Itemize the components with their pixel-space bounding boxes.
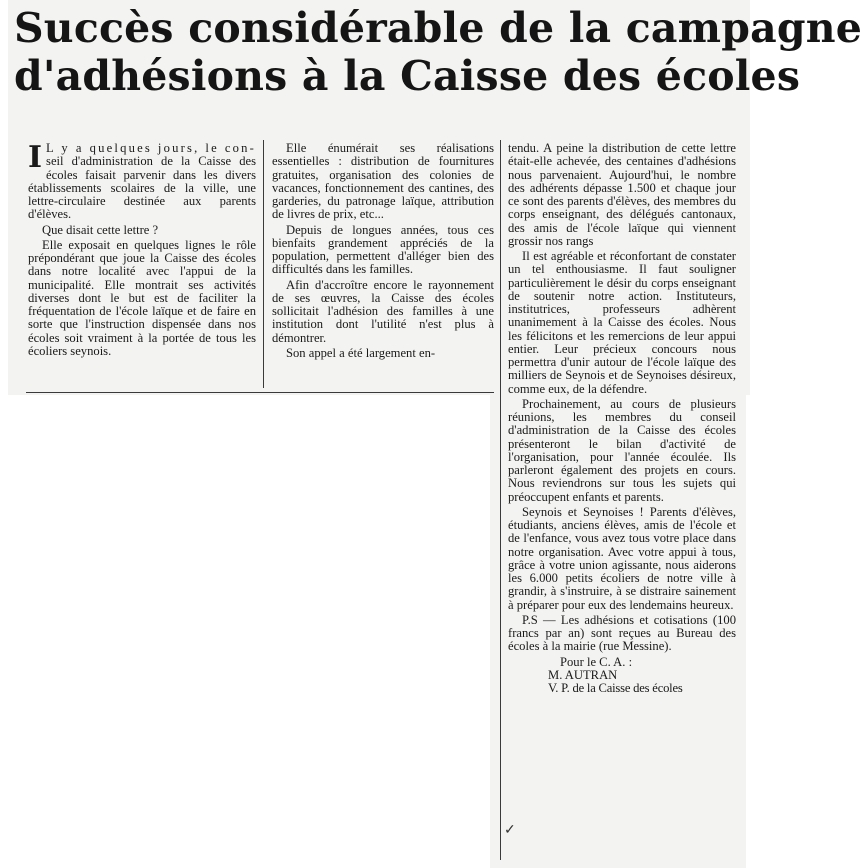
paragraph: Que disait cette lettre ? xyxy=(42,222,159,237)
paragraph: Son appel a été largement en- xyxy=(286,345,436,360)
article-column-1 xyxy=(28,142,256,358)
headline xyxy=(14,4,862,100)
paragraph: Elle exposait en quelques lignes le rôle prépondérant que joue la Caisse des écoles dans notre localité avec l'appui de la municipalité. Elle montrait ses activités diverses dont le but est de faciliter la fréquentation de l'école laïque et de faire en sorte que l'instruction dispensée dans nos écoles soit vraiment à la portée de tous les écoliers seynois. xyxy=(28,237,256,358)
article-bottom-rule xyxy=(26,392,494,393)
headline-line-1: Succès considérable de la campagne xyxy=(14,4,862,52)
paragraph-text: seil d'administration de la Caisse des écoles faisait parvenir dans les divers établissements scolaires de la ville, une lettre-circulaire destinée aux parents d'élèves. xyxy=(28,154,256,222)
signature-title: V. P. de la Caisse des écoles xyxy=(548,681,683,695)
signature-for: Pour le C. A. : xyxy=(560,654,633,669)
paragraph-lead: L y a quelques jours, le con- xyxy=(46,141,256,155)
paragraph: Prochainement, au cours de plusieurs réunions, les membres du conseil d'administration de la Caisse des écoles présenteront le bilan d'activité de l'organisation, pour l'année écoulée. Ils parleront également des projets en cours. Nous reviendrons sur tous les sujets qui préoccupent enfants et parents. xyxy=(508,396,736,504)
paragraph xyxy=(28,142,256,222)
paragraph: Seynois et Seynoises ! Parents d'élèves, étudiants, anciens élèves, amis de l'école et de l'enfance, vous avez tous votre place dans notre organisation. Avec votre appui à tous, grâce à votre union agissante, nous aiderons les 6.000 petits écoliers de notre ville à grandir, à s'instruire, à se distraire sainement à préparer pour eux des lendemains heureux. xyxy=(508,504,736,612)
signature-name: M. AUTRAN xyxy=(548,667,618,682)
article-column-2 xyxy=(272,142,494,360)
paragraph: Elle énumérait ses réalisations essentielles : distribution de fournitures gratuites, organisation des colonies de vacances, fonctionnement des cantines, des garderies, du patronage laïque, attribution de livres de prix, etc... xyxy=(272,141,494,222)
signature-block xyxy=(508,656,736,696)
paragraph: Depuis de longues années, tous ces bienfaits grandement appréciés de la population, permettent d'alléger bien des difficultés dans les familles. xyxy=(272,222,494,277)
article-column-3 xyxy=(508,142,736,695)
paragraph: tendu. A peine la distribution de cette lettre était-elle achevée, des centaines d'adhésions nous parvenaient. Aujourd'hui, le nombre des adhérents dépasse 1.500 et chaque jour ce sont des parents d'élèves, des membres du corps enseignant, des délégués cantonaux, des amis de l'école laïque qui viennent grossir nos rangs xyxy=(508,141,736,248)
pen-tick-mark: ✓ xyxy=(504,822,516,838)
column-divider-2 xyxy=(500,140,501,860)
headline-line-2: d'adhésions à la Caisse des écoles xyxy=(14,52,801,100)
drop-cap: I xyxy=(28,140,43,175)
column-divider-1 xyxy=(263,140,264,388)
paragraph: Afin d'accroître encore le rayonnement de ses œuvres, la Caisse des écoles sollicitait l'adhésion des familles à une institution dont l'utilité n'est plus à démontrer. xyxy=(272,277,494,345)
paragraph: Il est agréable et réconfortant de constater un tel enthousiasme. Il faut souligner particulièrement le désir du corps enseignant de soutenir notre action. Instituteurs, institutrices, professeurs adhèrent unanimement à la Caisse des écoles. Nous les félicitons et les remercions de leur appui entier. Leur précieux concours nous permettra d'unir autour de l'école laïque des milliers de Seynois et de Seynoises désireux, comme eux, de la défendre. xyxy=(508,249,736,396)
postscript: P.S — Les adhésions et cotisations (100 francs par an) sont reçues au Bureau des écoles à la mairie (rue Messine). xyxy=(508,612,736,654)
